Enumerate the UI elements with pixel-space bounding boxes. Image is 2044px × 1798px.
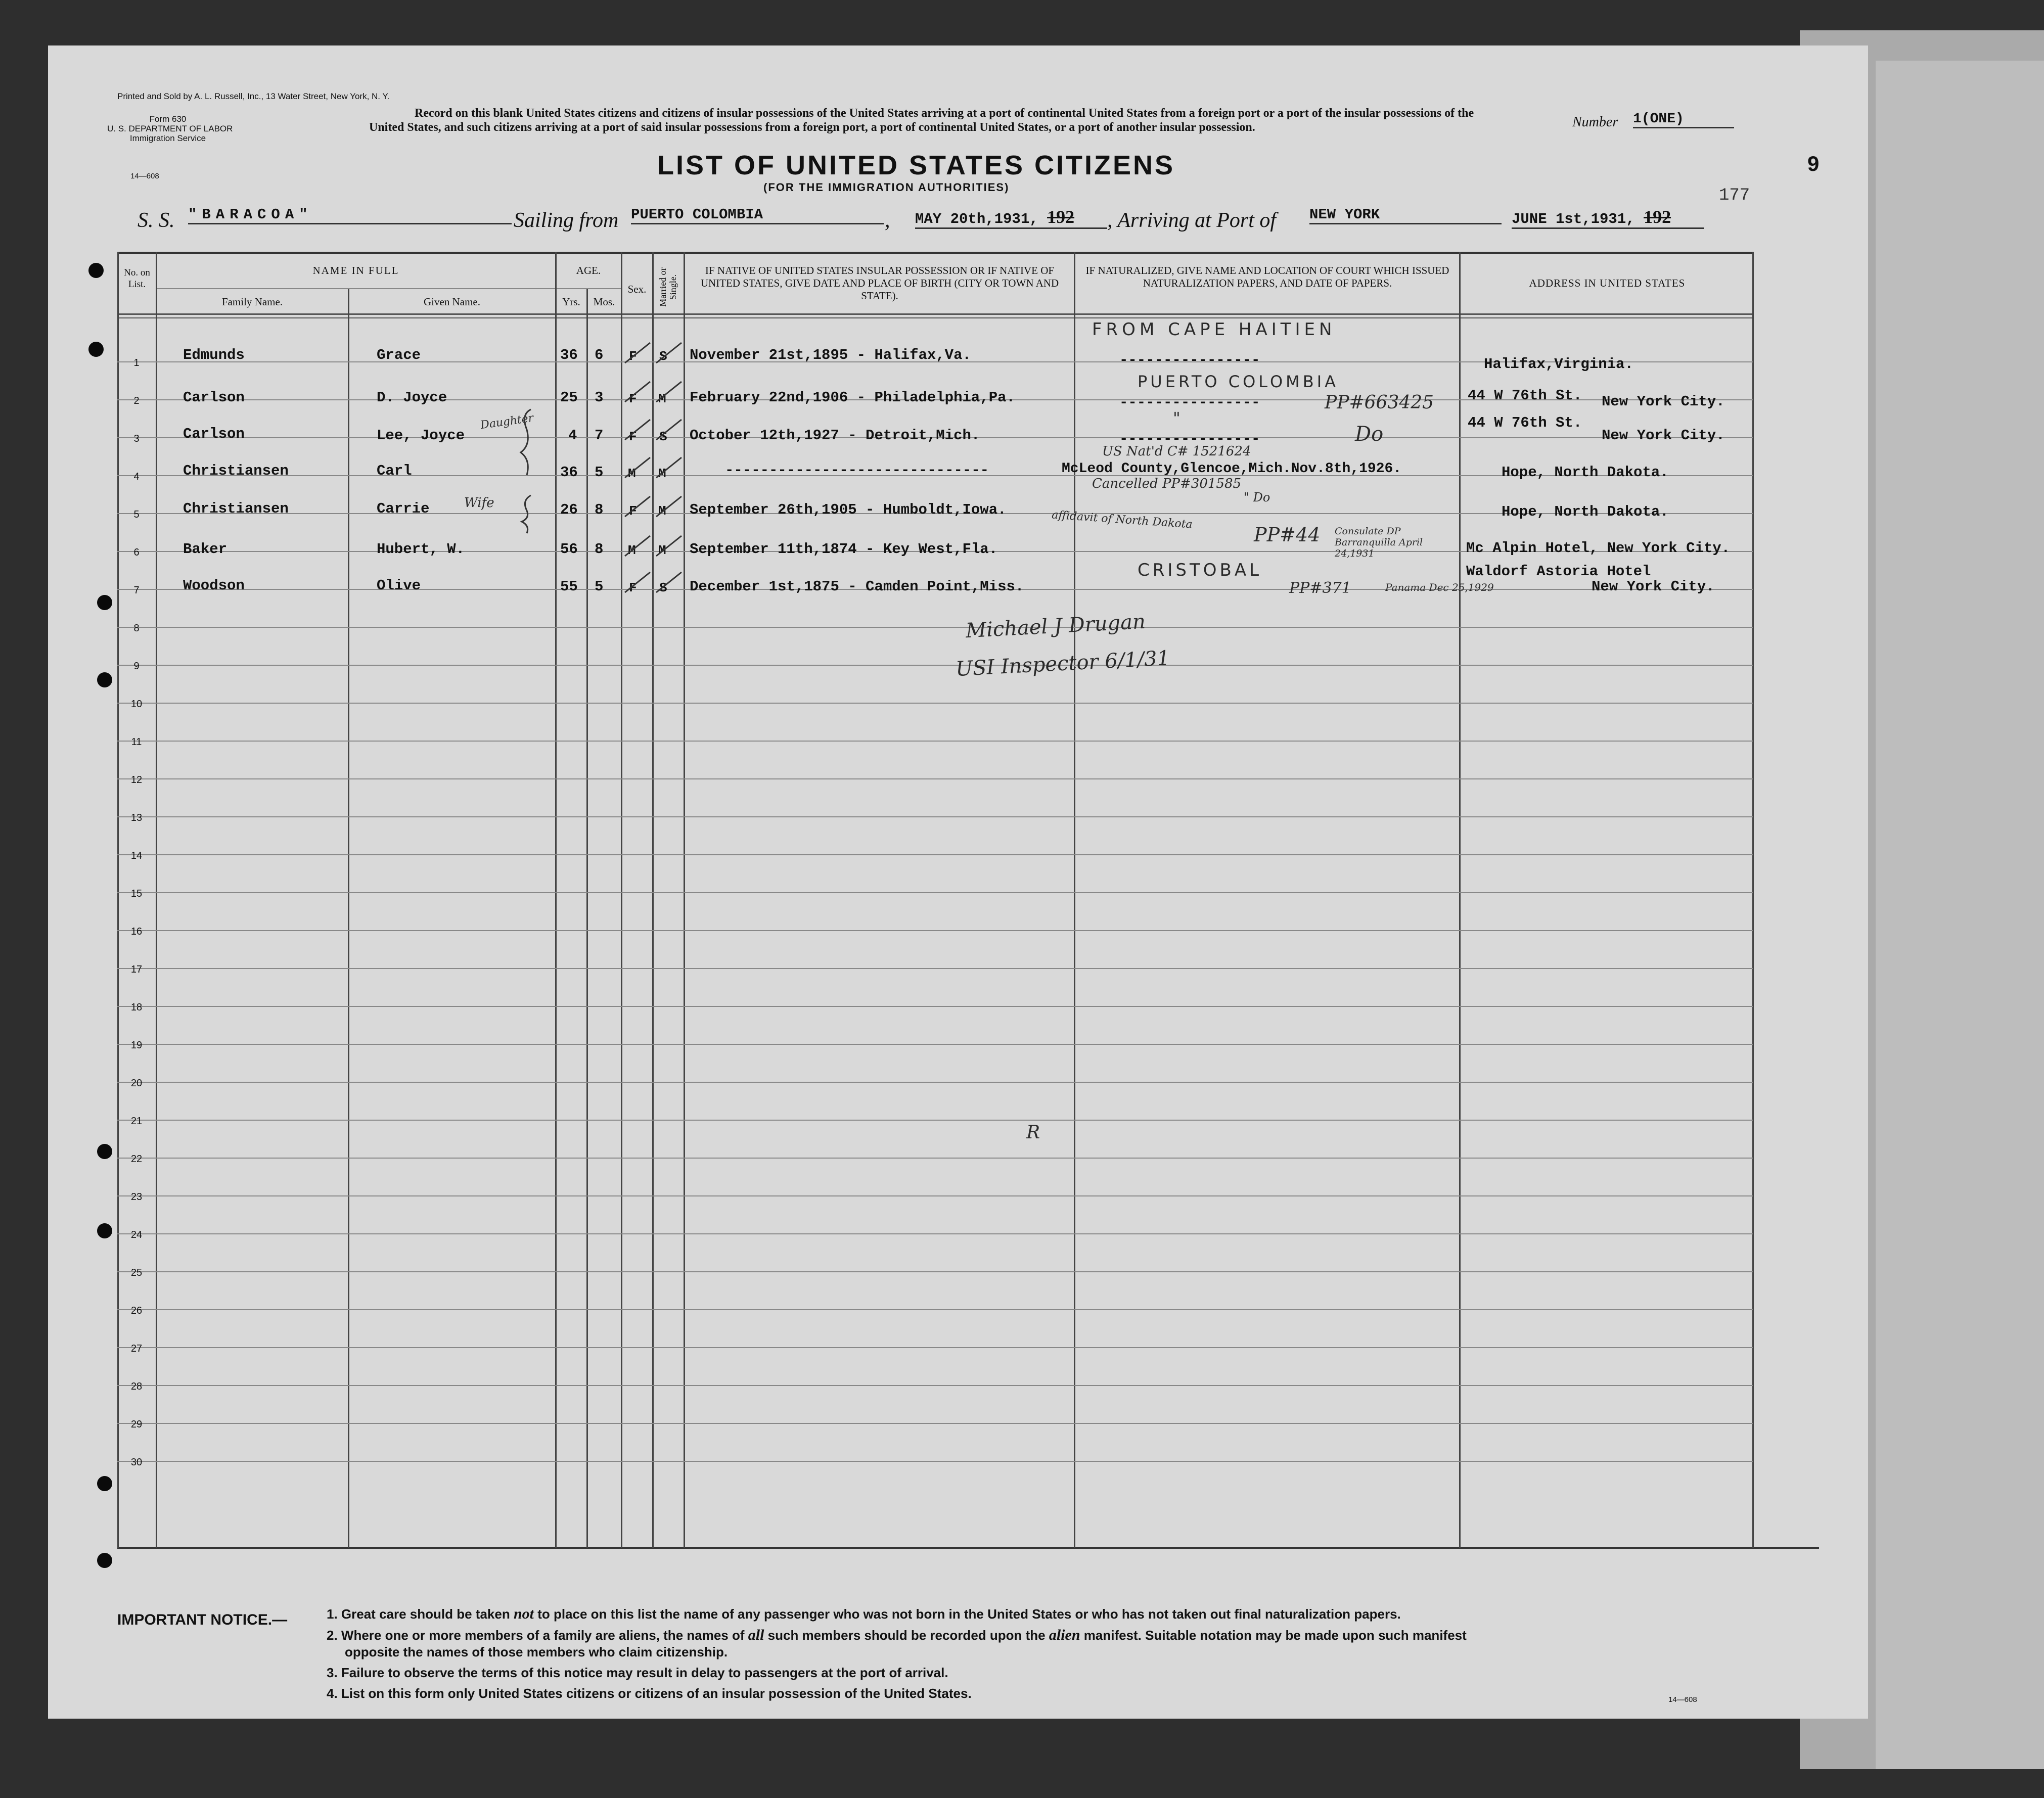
family-name-cell: Carlson xyxy=(183,389,245,406)
age-yrs-cell: 4 xyxy=(568,427,577,444)
handwritten-ditto: " xyxy=(1173,408,1180,428)
notice-item-4 xyxy=(327,1685,1752,1702)
col-no: No. on List. xyxy=(124,267,150,290)
age-yrs-cell: 25 xyxy=(560,389,578,406)
row-number: 30 xyxy=(130,1457,143,1468)
notice-emphasis: not xyxy=(513,1605,534,1622)
birth-cell: September 26th,1905 - Humboldt,Iowa. xyxy=(690,501,1007,518)
row-rule xyxy=(117,1082,1753,1083)
address-cell-city: New York City. xyxy=(1592,578,1715,595)
punch-hole xyxy=(97,595,112,610)
printer-line: Printed and Sold by A. L. Russell, Inc., 13 Water Street, New York, N. Y. xyxy=(117,91,390,101)
naturalization-cell: ---------------- xyxy=(1119,431,1260,447)
row-number: 16 xyxy=(130,926,143,937)
col-age: AGE. xyxy=(576,264,601,276)
row-number: 21 xyxy=(130,1116,143,1127)
notice-text: List on this form only United States citizens or citizens of an insular possession of the United States. xyxy=(341,1686,972,1701)
arrival-date: JUNE 1st,1931, 192 xyxy=(1512,206,1704,229)
number-value: 1(ONE) xyxy=(1633,111,1734,128)
given-name-cell: Carl xyxy=(377,463,412,479)
punch-hole xyxy=(97,672,112,687)
handwritten-cristobal: CRISTOBAL xyxy=(1138,560,1262,580)
marital-cell: S xyxy=(659,429,667,444)
sailing-label: Sailing from xyxy=(514,209,619,232)
handwritten-from-cape: FROM CAPE HAITIEN xyxy=(1092,319,1336,340)
record-instructions: Record on this blank United States citizens and citizens of insular possessions of the United States arriving at a port of continental United States from a foreign port or a port of the insular possessions of the United States, and such citizens arriving at a port of said insular possessions from a foreign port, a port of continental United States, or a port of another insular possession. xyxy=(369,107,1474,134)
naturalization-cell: McLeod County,Glencoe,Mich.Nov.8th,1926. xyxy=(1062,461,1402,477)
row-rule xyxy=(117,741,1753,742)
marital-cell: M xyxy=(658,543,666,558)
row-number: 4 xyxy=(133,471,140,482)
row-number: 25 xyxy=(130,1267,143,1278)
age-mos-cell: 8 xyxy=(595,541,604,558)
punch-hole xyxy=(97,1553,112,1568)
notice-text: Where one or more members of a family are aliens, the names of xyxy=(341,1628,748,1643)
sex-cell: F xyxy=(629,429,637,444)
age-mos-cell: 3 xyxy=(595,389,604,406)
marital-cell: M xyxy=(658,466,666,481)
sex-cell: F xyxy=(629,503,637,519)
row-number: 7 xyxy=(133,585,140,596)
sex-cell: M xyxy=(628,543,636,558)
address-cell: Mc Alpin Hotel, New York City. xyxy=(1466,540,1731,557)
punch-hole xyxy=(88,342,104,357)
row-number: 15 xyxy=(130,888,143,899)
row-rule xyxy=(117,627,1753,628)
naturalization-cell: ---------------- xyxy=(1119,394,1260,411)
notice-text: Failure to observe the terms of this notice may result in delay to passengers at the port of arrival. xyxy=(341,1665,948,1680)
department: U. S. DEPARTMENT OF LABOR xyxy=(107,124,233,133)
punch-hole xyxy=(97,1144,112,1159)
row-rule xyxy=(117,1461,1753,1462)
form-code: 14—608 xyxy=(130,172,159,180)
given-name-cell: Olive xyxy=(377,577,421,594)
header-bottom-rule-2 xyxy=(117,317,1753,318)
row-number: 12 xyxy=(130,774,143,786)
sex-cell: M xyxy=(628,466,636,481)
ship-name: "BARACOA" xyxy=(188,206,512,224)
row-number: 17 xyxy=(130,964,143,975)
naturalization-cell: ---------------- xyxy=(1119,352,1260,368)
age-mos-cell: 6 xyxy=(595,347,604,363)
page-stamp: 177 xyxy=(1719,186,1750,205)
notice-text: to place on this list the name of any passenger who was not born in the United States or who has not taken out final naturalization papers. xyxy=(533,1606,1401,1622)
given-name-cell: Grace xyxy=(377,347,421,363)
handwritten-wife: Wife xyxy=(464,495,494,511)
row-rule xyxy=(117,1044,1753,1045)
printed-year: 192 xyxy=(1047,207,1075,227)
page-title: LIST OF UNITED STATES CITIZENS xyxy=(657,150,1175,180)
birth-cell: December 1st,1875 - Camden Point,Miss. xyxy=(690,578,1024,595)
birth-cell: ------------------------------ xyxy=(725,462,989,479)
col-line xyxy=(117,252,119,1548)
col-line xyxy=(555,252,557,1548)
sex-cell: F xyxy=(629,580,637,595)
inspector-title: USI Inspector 6/1/31 xyxy=(955,646,1171,681)
handwritten-do: Do xyxy=(1355,423,1384,446)
service: Immigration Service xyxy=(129,133,206,143)
row-number: 29 xyxy=(130,1419,143,1430)
row-number: 11 xyxy=(131,736,142,748)
age-yrs-cell: 55 xyxy=(560,578,578,595)
sex-cell: F xyxy=(629,391,637,406)
page-subtitle: (FOR THE IMMIGRATION AUTHORITIES) xyxy=(763,181,1010,194)
row-rule xyxy=(117,1233,1753,1234)
sheet-edge xyxy=(1876,61,2044,1769)
given-name-cell: D. Joyce xyxy=(377,389,447,406)
address-cell-city: New York City. xyxy=(1602,427,1725,444)
row-rule xyxy=(117,1006,1753,1007)
age-yrs-cell: 56 xyxy=(560,541,578,558)
number-label: Number xyxy=(1572,114,1618,130)
form-block xyxy=(107,114,233,143)
col-line xyxy=(1074,252,1075,1548)
col-birth: IF NATIVE OF UNITED STATES INSULAR POSSESSION OR IF NATIVE OF UNITED STATES, GIVE DATE AND PLACE OF BIRTH (CITY OR TOWN AND STATE). xyxy=(700,264,1059,302)
handwritten-affidavit: affidavit of North Dakota xyxy=(1051,509,1193,531)
handwritten-pp-row7: PP#371 xyxy=(1289,579,1351,597)
row-rule xyxy=(117,703,1753,704)
row-number: 20 xyxy=(130,1078,143,1089)
checkmark-strokes xyxy=(621,334,687,596)
row-number: 28 xyxy=(130,1381,143,1392)
col-line xyxy=(586,289,588,1548)
sailing-date-text: MAY 20th,1931 xyxy=(915,211,1030,227)
address-cell: Hope, North Dakota. xyxy=(1502,464,1669,481)
row-number: 27 xyxy=(130,1343,143,1354)
arrival-date-text: JUNE 1st,1931 xyxy=(1512,211,1626,227)
name-subhead-rule xyxy=(157,288,556,289)
age-yrs-cell: 26 xyxy=(560,501,578,518)
handwritten-consulate: Consulate DP Barranquilla April 24,1931 xyxy=(1335,526,1423,559)
col-name-in-full: NAME IN FULL xyxy=(312,264,399,276)
col-yrs: Yrs. xyxy=(562,296,580,308)
printed-year-2: 192 xyxy=(1644,207,1671,227)
family-name-cell: Carlson xyxy=(183,426,245,442)
brace-marks xyxy=(516,404,541,536)
row-rule xyxy=(117,1385,1753,1386)
row-rule xyxy=(117,1347,1753,1348)
marital-cell: M xyxy=(658,503,666,519)
row-number: 13 xyxy=(130,812,143,823)
col-line xyxy=(1459,252,1461,1548)
col-given-name: Given Name. xyxy=(424,296,480,308)
given-name-cell: Lee, Joyce xyxy=(377,427,465,444)
row-rule xyxy=(117,816,1753,817)
birth-cell: October 12th,1927 - Detroit,Mich. xyxy=(690,427,980,444)
col-naturalized: IF NATURALIZED, GIVE NAME AND LOCATION OF COURT WHICH ISSUED NATURALIZATION PAPERS, AND DATE OF PAPERS. xyxy=(1085,264,1449,289)
notice-text: Great care should be taken xyxy=(341,1606,514,1622)
col-address: ADDRESS IN UNITED STATES xyxy=(1529,277,1686,289)
age-mos-cell: 5 xyxy=(595,464,604,481)
row-rule xyxy=(117,1309,1753,1310)
notice-num: 3. xyxy=(327,1665,338,1680)
given-name-cell: Hubert, W. xyxy=(377,541,465,558)
row-rule xyxy=(117,892,1753,893)
arriving-label: , Arriving at Port of xyxy=(1107,209,1277,232)
given-name-cell: Carrie xyxy=(377,500,430,517)
row-number: 3 xyxy=(133,433,140,444)
birth-cell: November 21st,1895 - Halifax,Va. xyxy=(690,347,971,363)
marital-cell: S xyxy=(659,580,667,595)
row-number: 5 xyxy=(133,509,140,520)
row-rule xyxy=(117,665,1753,666)
col-line xyxy=(1752,252,1754,1548)
address-cell: Hope, North Dakota. xyxy=(1502,503,1669,520)
address-cell: Waldorf Astoria Hotel xyxy=(1466,563,1651,580)
punch-hole xyxy=(88,263,104,278)
age-mos-cell: 8 xyxy=(595,501,604,518)
row-rule xyxy=(117,930,1753,931)
row-number: 14 xyxy=(130,850,143,861)
age-subhead-rule xyxy=(555,288,621,289)
row-number: 6 xyxy=(133,547,140,558)
sailing-port: PUERTO COLOMBIA xyxy=(631,206,884,224)
handwritten-pp-row6: PP#44 xyxy=(1254,524,1321,546)
handwritten-pp-row2: PP#663425 xyxy=(1325,392,1434,413)
row-number: 18 xyxy=(130,1002,143,1013)
row-rule xyxy=(117,1195,1753,1196)
sailing-date: MAY 20th,1931, 192 xyxy=(915,206,1107,229)
row-rule xyxy=(117,968,1753,969)
handwritten-panama: Panama Dec 25,1929 xyxy=(1385,581,1494,593)
header-bottom-rule xyxy=(117,313,1753,315)
notice-text: such members should be recorded upon the xyxy=(764,1628,1049,1643)
notice-num: 4. xyxy=(327,1686,338,1701)
footer-code: 14—608 xyxy=(1668,1695,1697,1704)
row-rule xyxy=(117,1423,1753,1424)
handwritten-us-nat: US Nat'd C# 1521624 xyxy=(1102,444,1251,459)
handwritten-puerto: PUERTO COLOMBIA xyxy=(1138,372,1339,391)
row-rule xyxy=(117,778,1753,779)
notice-num: 1. xyxy=(327,1606,338,1622)
row-number: 8 xyxy=(133,623,140,634)
table-top-border xyxy=(117,252,1753,254)
row-rule xyxy=(117,1158,1753,1159)
address-cell: 44 W 76th St. xyxy=(1468,387,1582,404)
col-line xyxy=(348,289,349,1548)
comma: , xyxy=(885,209,890,232)
family-name-cell: Baker xyxy=(183,541,228,558)
row-rule xyxy=(117,1271,1753,1272)
notice-item-2 xyxy=(327,1627,1752,1644)
ss-label: S. S. xyxy=(138,209,175,232)
punch-hole xyxy=(97,1476,112,1491)
row-number: 26 xyxy=(130,1305,143,1316)
stray-mark: R xyxy=(1026,1122,1040,1143)
row-number: 2 xyxy=(133,395,140,406)
notice-emphasis: all xyxy=(748,1627,764,1643)
col-family-name: Family Name. xyxy=(221,296,283,308)
notice-text: manifest. Suitable notation may be made upon such manifest xyxy=(1080,1628,1467,1643)
family-name-cell: Edmunds xyxy=(183,347,245,363)
family-name-cell: Christiansen xyxy=(183,463,289,479)
family-name-cell: Woodson xyxy=(183,577,245,594)
handwritten-daughter: Daughter xyxy=(479,411,534,432)
row-number: 22 xyxy=(130,1154,143,1165)
address-cell-city: New York City. xyxy=(1602,393,1725,410)
handwritten-cancelled: Cancelled PP#301585 xyxy=(1092,476,1242,491)
marital-cell: S xyxy=(659,349,667,364)
birth-cell: February 22nd,1906 - Philadelphia,Pa. xyxy=(690,389,1015,406)
row-rule xyxy=(117,1120,1753,1121)
birth-cell: September 11th,1874 - Key West,Fla. xyxy=(690,541,998,558)
notice-item-1 xyxy=(327,1605,1752,1623)
handwritten-ditto-row4: " Do xyxy=(1244,490,1270,504)
notice-item-2-cont: opposite the names of those members who claim citizenship. xyxy=(345,1644,728,1659)
family-name-cell: Christiansen xyxy=(183,500,289,517)
form-number: Form 630 xyxy=(149,114,187,124)
row-number: 23 xyxy=(130,1191,143,1203)
arrival-port: NEW YORK xyxy=(1309,206,1502,224)
age-mos-cell: 5 xyxy=(595,578,604,595)
marital-cell: M xyxy=(658,391,666,406)
age-yrs-cell: 36 xyxy=(560,347,578,363)
notice-list xyxy=(327,1605,1752,1702)
col-sex: Sex. xyxy=(627,283,647,295)
table-bottom-border xyxy=(117,1547,1819,1549)
row-number: 10 xyxy=(130,699,143,710)
notice-label: IMPORTANT NOTICE.— xyxy=(117,1611,288,1628)
punch-hole xyxy=(97,1223,112,1238)
address-cell: Halifax,Virginia. xyxy=(1484,356,1633,373)
col-mos: Mos. xyxy=(593,296,615,308)
col-married: Married or Single. xyxy=(658,267,678,307)
row-number: 24 xyxy=(130,1229,143,1240)
row-number: 19 xyxy=(130,1040,143,1051)
row-number: 1 xyxy=(133,357,140,368)
notice-emphasis: alien xyxy=(1049,1627,1080,1643)
sex-cell: F xyxy=(629,349,637,364)
col-line xyxy=(156,252,157,1548)
row-rule xyxy=(117,854,1753,855)
inspector-signature: Michael J Drugan xyxy=(965,610,1146,643)
row-number: 9 xyxy=(133,661,140,672)
notice-num: 2. xyxy=(327,1628,338,1643)
age-yrs-cell: 36 xyxy=(560,464,578,481)
address-cell: 44 W 76th St. xyxy=(1468,414,1582,431)
edge-mark: 9 xyxy=(1807,152,1820,175)
age-mos-cell: 7 xyxy=(595,427,604,444)
notice-item-3 xyxy=(327,1665,1752,1681)
